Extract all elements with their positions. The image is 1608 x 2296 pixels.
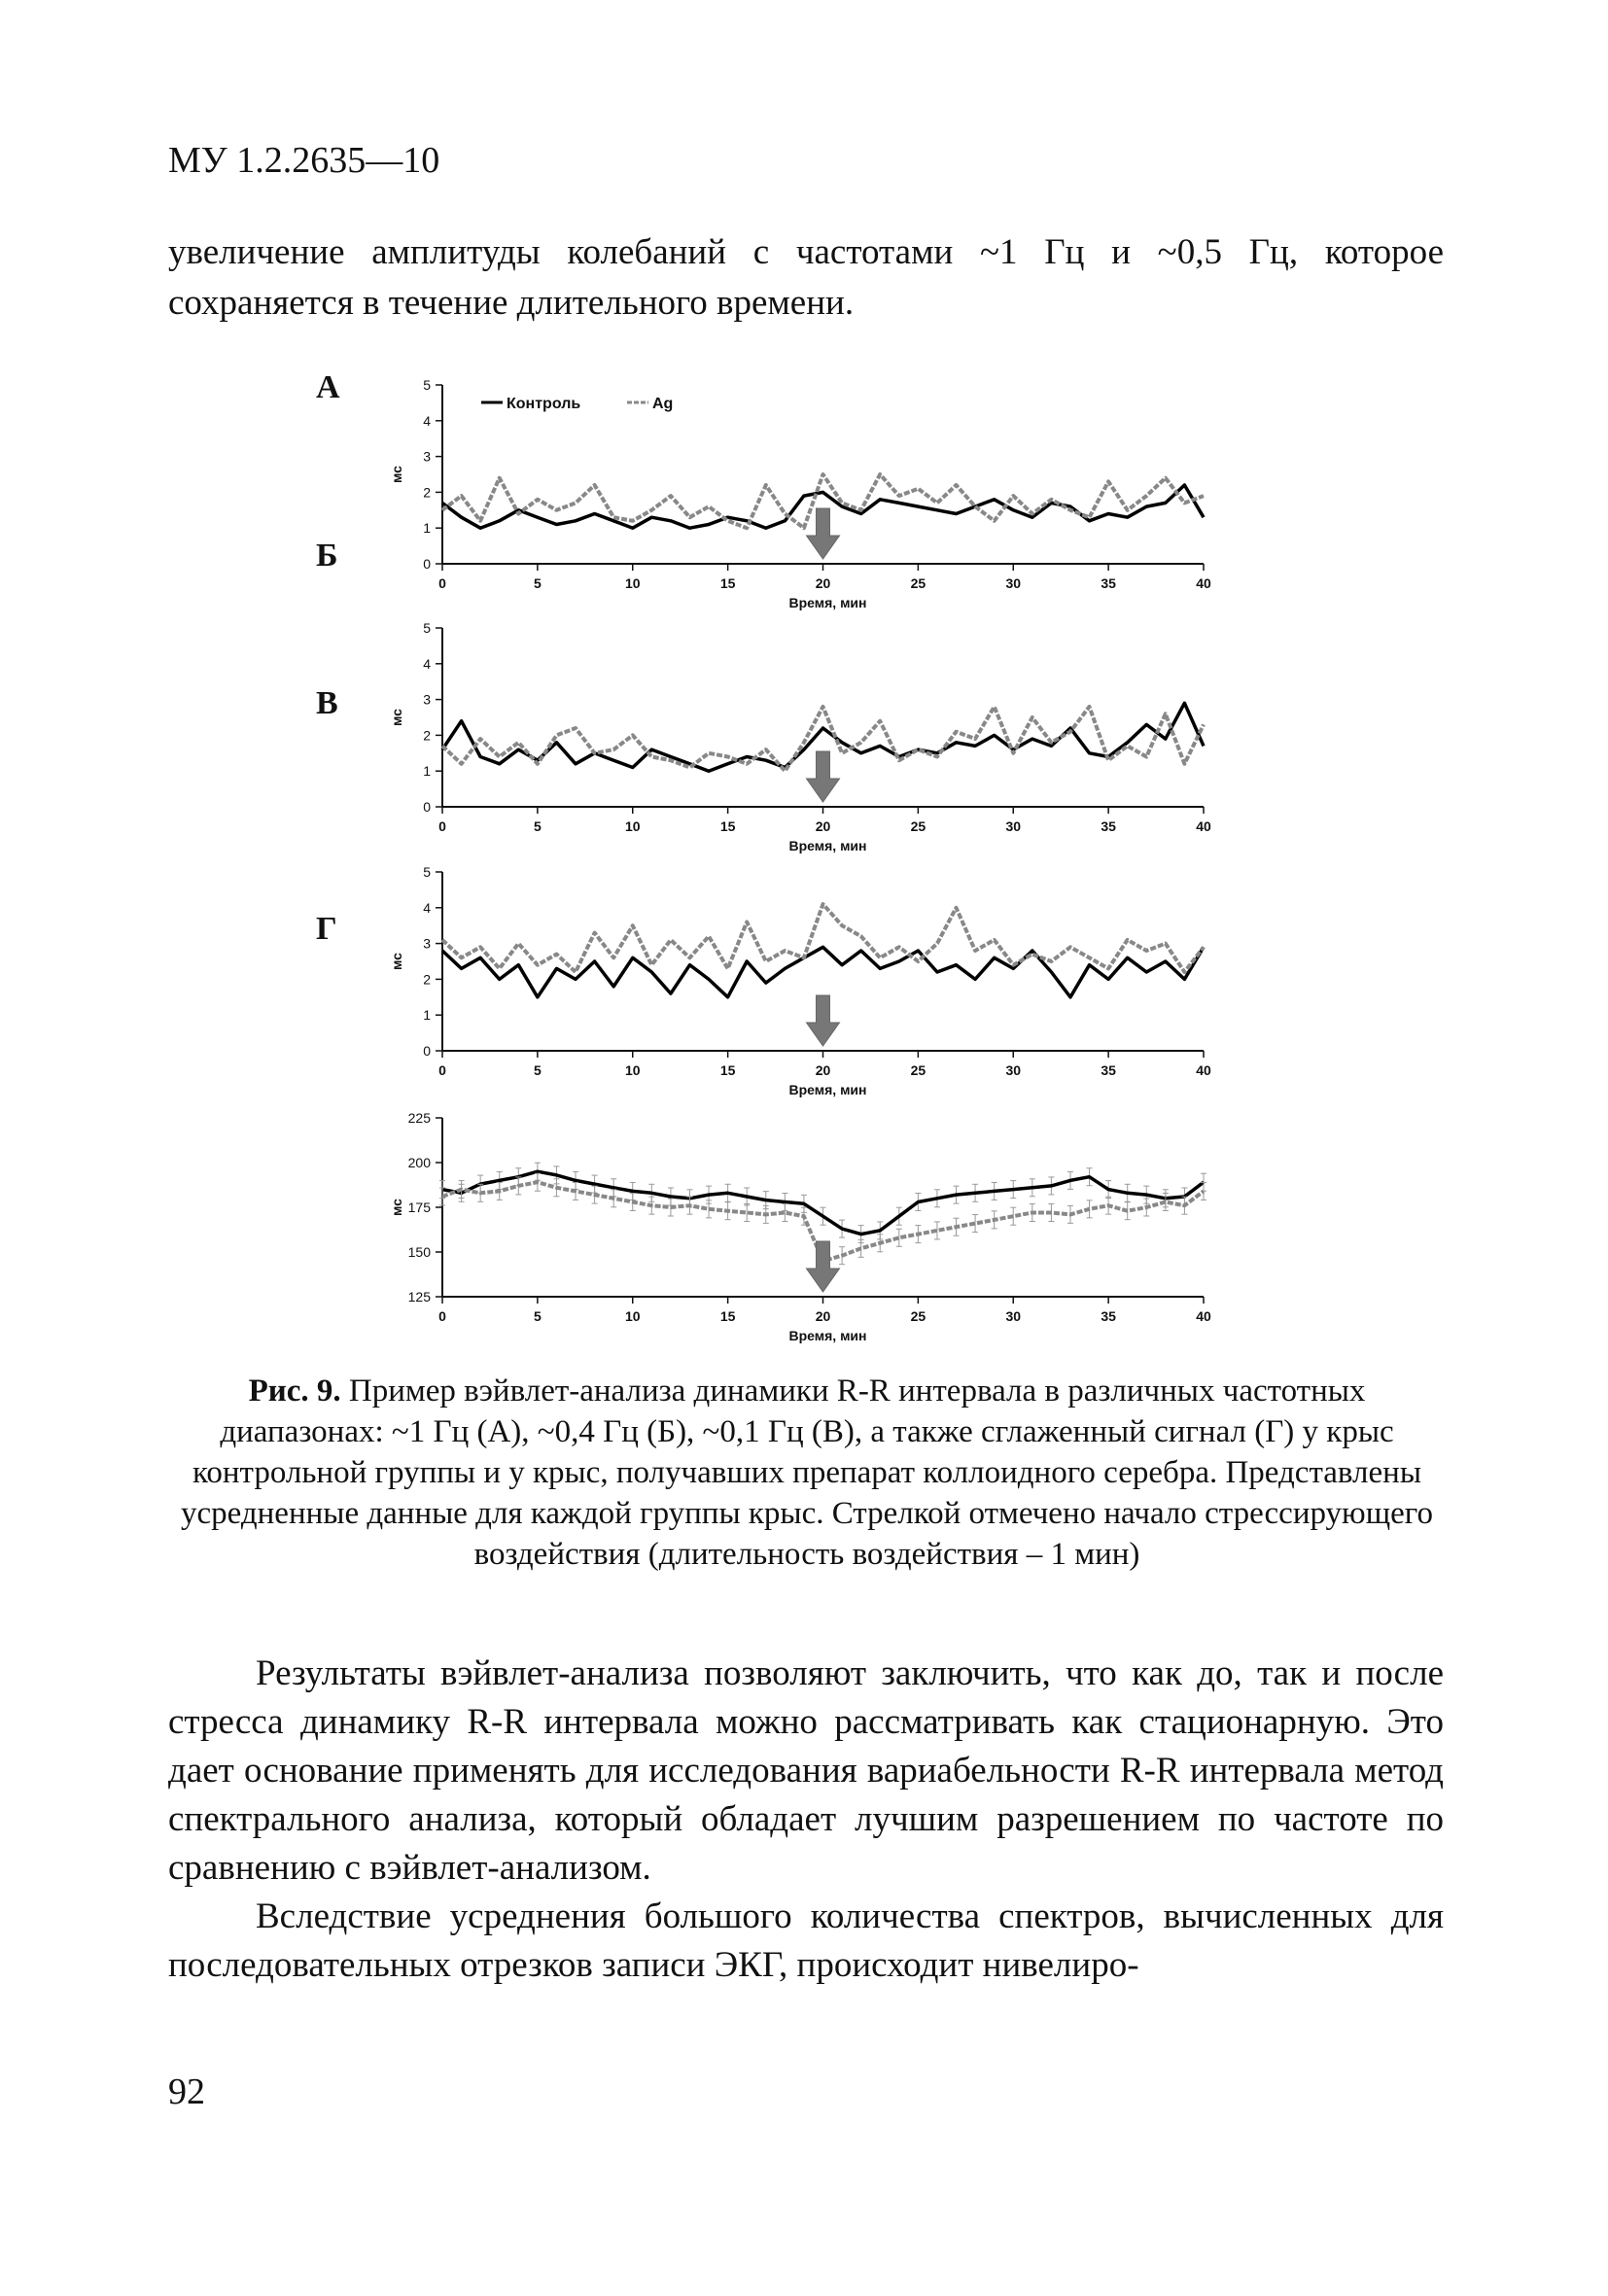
x-tick-label: 20 (815, 1062, 831, 1078)
x-tick-label: 40 (1196, 1308, 1211, 1324)
stress-arrow (807, 508, 840, 559)
x-tick-label: 5 (533, 818, 542, 834)
x-tick-label: 15 (719, 1062, 736, 1078)
caption-label: Рис. 9. (248, 1374, 341, 1409)
y-tick-label: 3 (423, 448, 431, 465)
x-tick-label: 25 (910, 575, 926, 591)
y-axis-label: мс (389, 466, 404, 483)
y-tick-label: 5 (423, 620, 431, 636)
y-tick-label: 1 (423, 1007, 431, 1024)
x-axis-label: Время, мин (788, 595, 867, 610)
x-tick-label: 35 (1101, 818, 1116, 834)
x-tick-label: 35 (1101, 1308, 1116, 1324)
y-tick-label: 0 (423, 1043, 431, 1059)
y-tick-label: 5 (423, 377, 431, 393)
x-tick-label: 40 (1196, 818, 1211, 834)
chart-panel-2 (389, 620, 1211, 853)
x-tick-label: 30 (1005, 818, 1022, 834)
x-tick-label: 10 (624, 575, 641, 591)
y-tick-label: 4 (423, 412, 431, 429)
stress-arrow (807, 1241, 840, 1292)
x-tick-label: 35 (1101, 1062, 1116, 1078)
figure-caption (180, 1371, 1434, 1575)
x-tick-label: 40 (1196, 575, 1211, 591)
x-axis-label: Время, мин (788, 838, 867, 853)
x-tick-label: 30 (1005, 1308, 1022, 1324)
y-tick-label: 175 (407, 1200, 431, 1215)
body-paragraph-1: Результаты вэйвлет-анализа позволяют заключить, что как до, так и после стресса динамику R-R интервала можно рассматривать как стационарную. Это дает основание применять для исследования вариабельности R-R интервала метод спектрального анализа, который обладает лучшим разрешением по частоте по сравнению с вэйвлет-анализом. (168, 1653, 1444, 1888)
y-tick-label: 200 (407, 1155, 431, 1170)
panel-label-v: В (316, 685, 338, 721)
y-tick-label: 2 (423, 971, 431, 988)
x-tick-label: 30 (1005, 575, 1022, 591)
x-tick-label: 10 (624, 1308, 641, 1324)
x-tick-label: 5 (533, 1308, 542, 1324)
y-axis-label: мс (389, 1199, 404, 1216)
chart-panel-4 (389, 1110, 1211, 1343)
x-tick-label: 20 (815, 575, 831, 591)
running-header: МУ 1.2.2635—10 (168, 140, 440, 181)
y-tick-label: 4 (423, 899, 431, 916)
intro-text: увеличение амплитуды колебаний с частотами ~1 Гц и ~0,5 Гц, которое сохраняется в течение длительного времени. (168, 232, 1444, 323)
x-tick-label: 15 (719, 1308, 736, 1324)
x-tick-label: 0 (438, 818, 446, 834)
stress-arrow (807, 751, 840, 802)
x-axis-label: Время, мин (788, 1328, 867, 1343)
y-tick-label: 150 (407, 1244, 431, 1260)
x-tick-label: 40 (1196, 1062, 1211, 1078)
legend-label-ag: Ag (652, 396, 674, 412)
y-tick-label: 0 (423, 799, 431, 815)
y-tick-label: 225 (407, 1110, 431, 1126)
y-tick-label: 5 (423, 864, 431, 880)
x-tick-label: 15 (719, 818, 736, 834)
body-paragraph-2: Вследствие усреднения большого количества спектров, вычисленных для последовательных отрезков записи ЭКГ, происходит нивелиро- (168, 1896, 1444, 1985)
body-text (168, 1650, 1444, 1990)
y-tick-label: 4 (423, 655, 431, 672)
y-tick-label: 2 (423, 727, 431, 744)
x-tick-label: 30 (1005, 1062, 1022, 1078)
x-tick-label: 20 (815, 1308, 831, 1324)
x-tick-label: 5 (533, 1062, 542, 1078)
x-tick-label: 0 (438, 575, 446, 591)
x-tick-label: 10 (624, 818, 641, 834)
stress-arrow (807, 995, 840, 1046)
chart-panel-1 (389, 377, 1211, 610)
panel-label-a: А (316, 369, 340, 405)
x-tick-label: 0 (438, 1062, 446, 1078)
y-tick-label: 3 (423, 691, 431, 708)
chart-panel-3 (389, 864, 1211, 1097)
x-tick-label: 20 (815, 818, 831, 834)
x-tick-label: 15 (719, 575, 736, 591)
x-tick-label: 5 (533, 575, 542, 591)
x-tick-label: 35 (1101, 575, 1116, 591)
x-tick-label: 10 (624, 1062, 641, 1078)
x-tick-label: 25 (910, 1308, 926, 1324)
y-tick-label: 3 (423, 935, 431, 952)
series-line-ag (442, 904, 1204, 972)
x-axis-label: Время, мин (788, 1082, 867, 1097)
y-axis-label: мс (389, 709, 404, 726)
y-tick-label: 125 (407, 1289, 431, 1305)
x-tick-label: 0 (438, 1308, 446, 1324)
y-tick-label: 2 (423, 484, 431, 501)
legend-label-control: Контроль (507, 396, 581, 412)
panel-label-g: Г (316, 911, 337, 947)
y-axis-label: мс (389, 953, 404, 970)
x-tick-label: 25 (910, 818, 926, 834)
caption-text: Пример вэйвлет-анализа динамики R-R интервала в различных частотных диапазонах: ~1 Гц (А), ~0,4 Гц (Б), ~0,1 Гц (В), а также сглаженный сигнал (Г) у крыс контрольной группы и у крыс, получавших препарат коллоидного серебра. Представлены усредненные данные для каждой группы крыс. Стрелкой отмечено начало стрессирующего воздействия (длительность воздействия – 1 мин) (181, 1374, 1433, 1572)
y-tick-label: 0 (423, 556, 431, 572)
y-tick-label: 1 (423, 520, 431, 537)
y-tick-label: 1 (423, 763, 431, 780)
x-tick-label: 25 (910, 1062, 926, 1078)
page-number: 92 (168, 2071, 205, 2112)
panel-label-b: Б (316, 538, 338, 574)
